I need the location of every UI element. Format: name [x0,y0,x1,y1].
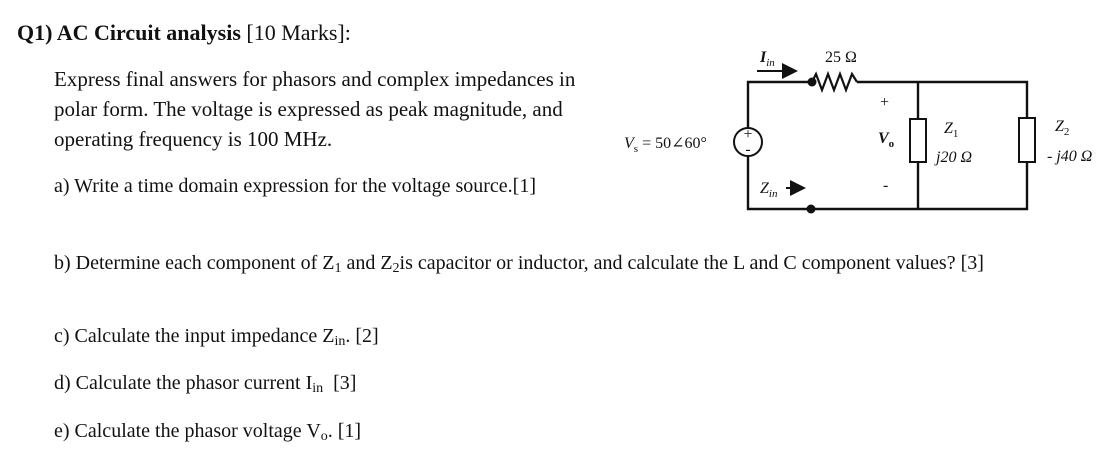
z1-value: j20 Ω [936,149,973,166]
z1-impedance [910,119,926,162]
part-b-text-2: and Z [341,252,393,274]
part-d-text-2: [3] [323,372,357,394]
question-intro: Express final answers for phasors and complex impedances in polar form. The voltage is expressed as peak magnitude, and operating frequency is 100 MHz. [54,67,576,151]
part-c-sub: in [334,334,346,349]
part-c-text-2: . [2] [345,325,379,347]
part-b-sub-2: 2 [392,261,400,276]
part-b-sub-1: 1 [334,261,342,276]
z1-label: $Z_1$ [944,120,959,140]
wire-left-top [748,82,812,129]
vo-plus: + [880,94,890,111]
part-b-text-1: b) Determine each component of Z [54,252,335,274]
vo-minus: - [883,177,889,194]
part-e-text-2: . [1] [327,420,362,442]
resistor-value: 25 Ω [825,49,857,66]
part-b-text-3: is capacitor or inductor, and calculate the L and C component values? [3] [399,252,984,274]
part-d-sub: in [312,381,324,396]
question-title-marks: [10 Marks]: [240,20,351,45]
node-bottom [807,205,816,214]
z2-label: $Z_2$ [1055,118,1070,138]
vo-label: $V_o$ [878,130,895,150]
node-top [808,78,817,87]
source-plus: + [743,126,753,143]
resistor [812,74,857,90]
part-d-text-1: d) Calculate the phasor current I [54,372,313,394]
part-a: a) Write a time domain expression for the voltage source.[1] [54,175,536,197]
source-label: $V_s$ = 50∠60° [624,135,707,155]
part-e-text-1: e) Calculate the phasor voltage V [54,420,321,442]
z2-impedance [1019,118,1035,162]
source-minus: - [745,141,751,158]
zin-label: $Z_{in}$ [760,180,778,200]
iin-label: $I_{in}$ [760,49,775,69]
part-c-text-1: c) Calculate the input impedance Z [54,325,335,347]
part-e-sub: o [320,429,328,444]
question-title-bold: Q1) AC Circuit analysis [17,20,241,45]
z2-value: - j40 Ω [1047,148,1093,165]
